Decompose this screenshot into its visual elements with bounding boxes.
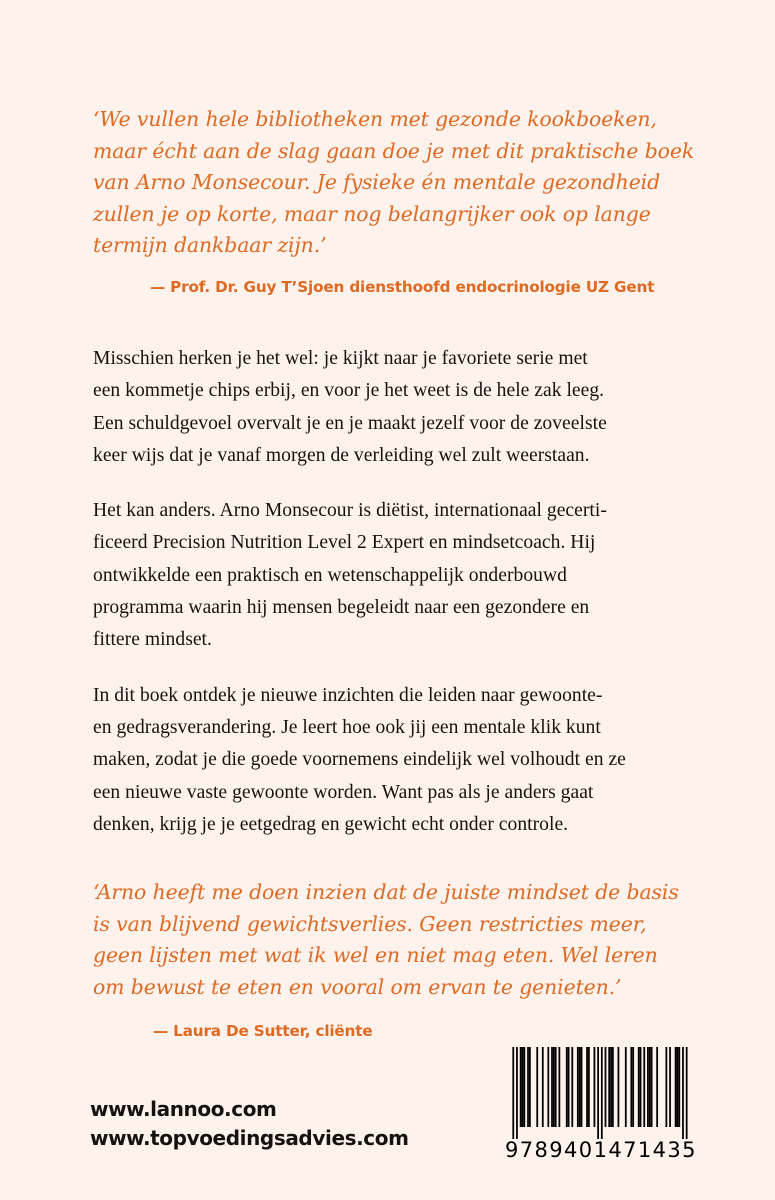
paragraph-line: fittere mindset. xyxy=(93,629,212,651)
url-topvoedingsadvies[interactable]: www.topvoedingsadvies.com xyxy=(90,1125,409,1150)
paragraph-line: een nieuwe vaste gewoonte worden. Want pas als je anders gaat xyxy=(93,781,594,803)
isbn-barcode xyxy=(505,1047,695,1164)
body-copy xyxy=(93,343,659,841)
barcode-group-left: 789401 xyxy=(519,1138,609,1162)
body-paragraph xyxy=(93,343,659,472)
quote-line: maar écht aan de slag gaan doe je met dit praktische boek xyxy=(93,138,695,163)
quote-line: is van blijvend gewichtsverlies. Geen restricties meer, xyxy=(93,911,647,936)
paragraph-line: maken, zodat je die goede voornemens eindelijk wel volhoudt en ze xyxy=(93,749,626,771)
paragraph-line: Misschien herken je het wel: je kijkt naar je favoriete serie met xyxy=(93,347,588,369)
quote-line: zullen je op korte, maar nog belangrijker ook op lange xyxy=(93,201,651,226)
publisher-urls xyxy=(90,1095,409,1152)
pull-quote-top-attribution: — Prof. Dr. Guy T’Sjoen diensthoofd endocrinologie UZ Gent xyxy=(150,277,655,296)
paragraph-line: een kommetje chips erbij, en voor je het weet is de hele zak leeg. xyxy=(93,380,605,402)
cover-footer xyxy=(0,1000,775,1200)
paragraph-line: programma waarin hij mensen begeleidt naar een gezondere en xyxy=(93,597,590,619)
quote-line: termijn dankbaar zijn.’ xyxy=(93,233,327,258)
body-paragraph xyxy=(93,495,659,656)
barcode-group-right: 471435 xyxy=(608,1138,697,1162)
barcode-lead-digit: 9 xyxy=(505,1138,520,1162)
quote-line: ‘Arno heeft me doen inzien dat de juiste mindset de basis xyxy=(93,880,679,905)
url-lannoo[interactable]: www.lannoo.com xyxy=(90,1097,277,1121)
paragraph-line: keer wijs dat je vanaf morgen de verleiding wel zult weerstaan. xyxy=(93,444,590,466)
paragraph-line: ontwikkelde een praktisch en wetenschappelijk onderbouwd xyxy=(93,564,567,586)
barcode-bars xyxy=(505,1047,695,1139)
paragraph-line: Een schuldgevoel overvalt je en je maakt jezelf voor de zoveelste xyxy=(93,412,607,434)
pull-quote-top xyxy=(93,104,695,298)
paragraph-line: Het kan anders. Arno Monsecour is diëtist, internationaal gecerti- xyxy=(93,500,607,522)
content-column xyxy=(93,0,695,1042)
quote-line: ‘We vullen hele bibliotheken met gezonde kookboeken, xyxy=(93,107,657,131)
quote-line: om bewust te eten en vooral om ervan te genieten.’ xyxy=(93,974,622,999)
barcode-digits xyxy=(505,1138,695,1164)
paragraph-line: denken, krijg je je eetgedrag en gewicht echt onder controle. xyxy=(93,813,569,835)
pull-quote-top-text xyxy=(93,104,695,262)
body-paragraph xyxy=(93,680,659,841)
paragraph-line: en gedragsverandering. Je leert hoe ook jij een mentale klik kunt xyxy=(93,716,601,738)
paragraph-line: In dit boek ontdek je nieuwe inzichten die leiden naar gewoonte- xyxy=(93,684,603,706)
pull-quote-bottom-text xyxy=(93,877,679,1003)
pull-quote-bottom-attribution: — Laura De Sutter, cliënte xyxy=(153,1021,373,1040)
quote-line: geen lijsten met wat ik wel en niet mag eten. Wel leren xyxy=(93,943,658,968)
paragraph-line: ficeerd Precision Nutrition Level 2 Expert en mindsetcoach. Hij xyxy=(93,532,596,554)
quote-line: van Arno Monsecour. Je fysieke én mentale gezondheid xyxy=(93,170,661,195)
